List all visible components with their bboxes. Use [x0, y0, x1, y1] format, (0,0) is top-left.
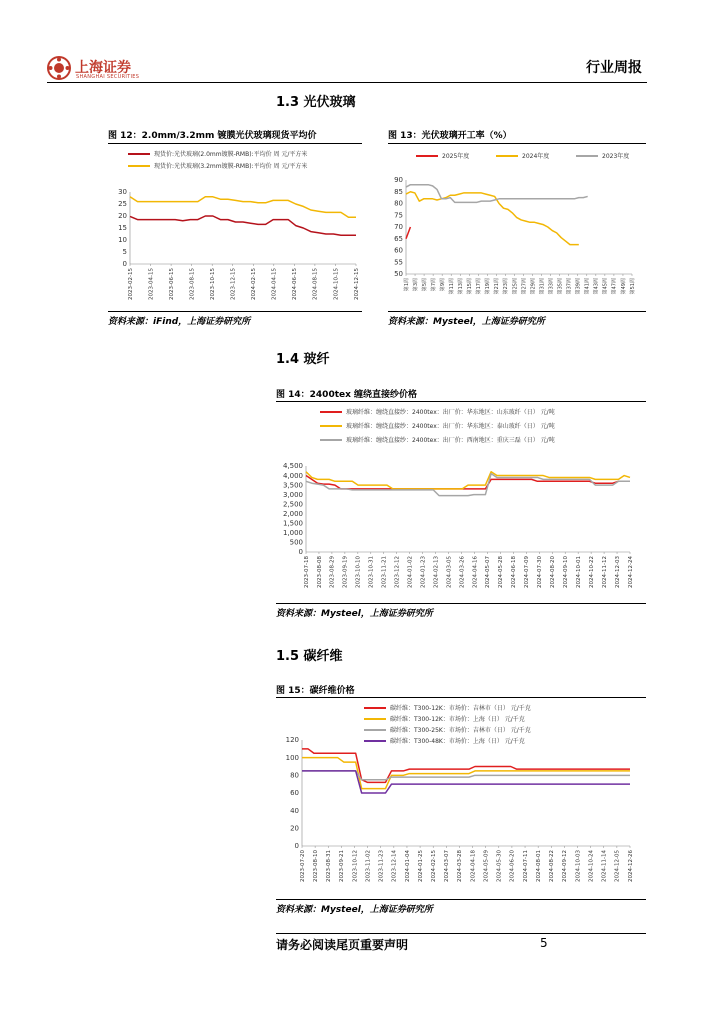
x-tick-label: 2024-05-09 [483, 850, 490, 882]
legend-label: 碳纤维：T300-12K：市场价：上海（日） 元/千克 [390, 716, 525, 723]
x-tick-label: 2024-02-15 [431, 850, 437, 882]
report-type: 行业周报 [586, 60, 642, 76]
x-tick-label: 第41周 [584, 278, 591, 295]
y-tick-label: 3,500 [282, 481, 303, 490]
x-tick-label: 2023-08-15 [189, 268, 196, 300]
x-tick-label: 第27周 [521, 278, 528, 295]
x-tick-label: 第33周 [548, 278, 555, 295]
legend-label: 现货价:光伏玻璃(2.0mm镀膜-RMB):平均价 周 元/平方米 [154, 151, 308, 158]
fig12-chart [108, 146, 362, 308]
section-title-1-5: 1.5 碳纤维 [276, 649, 343, 664]
x-tick-label: 2023-11-23 [378, 850, 385, 882]
fig12-title: 图 12：2.0mm/3.2mm 镀膜光伏玻璃现货平均价 [108, 131, 317, 141]
y-tick-label: 25 [118, 200, 127, 209]
fig15-chart [276, 700, 646, 896]
legend-label: 碳纤维：T300-48K：市场价：上海（日） 元/千克 [390, 738, 525, 745]
x-tick-label: 2024-12-03 [614, 556, 621, 588]
x-tick-label: 第9周 [439, 278, 446, 292]
fig13-title: 图 13：光伏玻璃开工率（%） [388, 131, 512, 141]
section-title-1-4: 1.4 玻纤 [276, 352, 330, 367]
fig14-svg [276, 404, 646, 600]
fig15-svg [276, 700, 646, 896]
x-tick-label: 第43周 [593, 278, 600, 295]
y-tick-label: 0 [298, 548, 303, 557]
x-tick-label: 2023-10-15 [209, 268, 216, 300]
fig13-bottom-rule [388, 311, 646, 312]
y-tick-label: 55 [394, 258, 403, 267]
x-tick-label: 2023-12-14 [391, 850, 398, 882]
y-tick-label: 120 [285, 736, 299, 745]
x-tick-label: 第31周 [539, 278, 546, 295]
x-tick-label: 2024-11-14 [601, 850, 608, 882]
y-tick-label: 100 [285, 753, 299, 762]
x-tick-label: 2023-11-21 [381, 556, 388, 588]
y-tick-label: 4,000 [282, 471, 303, 480]
y-tick-label: 80 [290, 771, 299, 780]
series-line-1 [130, 197, 356, 217]
y-tick-label: 20 [290, 824, 299, 833]
x-tick-label: 第29周 [530, 278, 537, 295]
x-tick-label: 2024-04-16 [472, 556, 479, 588]
x-tick-label: 2023-09-19 [342, 556, 349, 588]
x-tick-label: 2024-04-18 [470, 850, 477, 882]
x-tick-label: 2024-07-11 [522, 850, 529, 882]
y-tick-label: 2,000 [282, 509, 303, 518]
legend-label: 玻璃纤维：缠绕直接纱：2400tex：出厂价：华东地区：泰山玻纤（日） 元/吨 [346, 423, 555, 430]
y-tick-label: 15 [118, 224, 127, 233]
y-tick-label: 30 [118, 188, 127, 197]
x-tick-label: 2023-07-20 [299, 850, 306, 882]
y-tick-label: 80 [394, 199, 403, 208]
x-tick-label: 第5周 [421, 278, 428, 292]
y-tick-label: 20 [118, 212, 127, 221]
fig15-bottom-rule [276, 899, 646, 900]
y-tick-label: 5 [122, 248, 127, 257]
y-tick-label: 50 [394, 270, 403, 279]
fig13-chart [388, 146, 646, 308]
x-tick-label: 2024-03-26 [459, 556, 466, 588]
x-tick-label: 2024-01-25 [417, 850, 424, 882]
fig14-bottom-rule [276, 603, 646, 604]
series-line-1 [406, 192, 579, 245]
legend-label: 碳纤维：T300-12K：市场价：吉林市（日） 元/千克 [390, 705, 531, 712]
y-tick-label: 2,500 [282, 500, 303, 509]
x-tick-label: 第21周 [494, 278, 501, 295]
legend-label: 玻璃纤维：缠绕直接纱：2400tex：出厂价：华东地区：山东玻纤（日） 元/吨 [346, 409, 555, 416]
x-tick-label: 2024-12-05 [614, 850, 621, 882]
x-tick-label: 2024-06-15 [292, 268, 299, 300]
x-tick-label: 2023-12-12 [394, 556, 401, 588]
section-title-1-3: 1.3 光伏玻璃 [276, 95, 356, 110]
x-tick-label: 2024-07-09 [524, 556, 531, 588]
y-tick-label: 500 [289, 538, 303, 547]
x-tick-label: 2024-08-01 [535, 850, 542, 882]
x-tick-label: 第11周 [449, 278, 455, 295]
y-tick-label: 60 [394, 246, 403, 255]
x-tick-label: 2024-12-26 [627, 850, 634, 882]
fig14-title: 图 14：2400tex 缠绕直接纱价格 [276, 390, 418, 400]
x-tick-label: 2024-03-07 [444, 850, 451, 882]
x-tick-label: 2024-08-22 [549, 850, 556, 882]
x-tick-label: 2023-08-31 [326, 850, 333, 882]
x-tick-label: 第51周 [629, 278, 636, 295]
company-logo [47, 56, 71, 80]
x-tick-label: 第1周 [403, 278, 410, 292]
x-tick-label: 第25周 [512, 278, 519, 295]
x-tick-label: 2024-01-04 [404, 850, 411, 882]
y-tick-label: 10 [118, 236, 127, 245]
fig15-top-rule [276, 697, 646, 698]
x-tick-label: 2024-12-24 [627, 556, 634, 588]
x-tick-label: 2023-10-12 [352, 850, 359, 882]
y-tick-label: 4,500 [282, 462, 303, 471]
legend-label: 碳纤维：T300-25K：市场价：吉林市（日） 元/千克 [390, 727, 531, 734]
x-tick-label: 2024-05-07 [485, 556, 492, 588]
x-tick-label: 2024-09-10 [563, 556, 569, 588]
x-tick-label: 2024-02-13 [433, 556, 440, 588]
fig13-top-rule [388, 143, 646, 144]
x-tick-label: 2024-10-03 [575, 850, 582, 882]
x-tick-label: 2024-09-12 [562, 850, 569, 882]
fig14-source: 资料来源：Mysteel，上海证券研究所 [276, 609, 433, 619]
x-tick-label: 2024-03-28 [457, 850, 464, 882]
x-tick-label: 2024-10-24 [588, 850, 595, 882]
x-tick-label: 2024-05-28 [498, 556, 505, 588]
y-tick-label: 90 [394, 176, 403, 185]
series-line-0 [406, 227, 410, 239]
fig12-top-rule [108, 143, 362, 144]
x-tick-label: 2024-07-30 [537, 556, 544, 588]
page-number: 5 [540, 936, 548, 950]
x-tick-label: 第19周 [485, 278, 492, 295]
legend-label: 2025年度 [442, 153, 470, 160]
x-tick-label: 2024-10-15 [333, 268, 340, 300]
y-tick-label: 0 [122, 260, 127, 269]
x-tick-label: 2024-10-01 [575, 556, 582, 588]
y-tick-label: 85 [394, 187, 403, 196]
x-tick-label: 2024-06-20 [509, 850, 516, 882]
legend-label: 现货价:光伏玻璃(3.2mm镀膜-RMB):平均价 周 元/平方米 [154, 163, 308, 170]
x-tick-label: 2023-08-08 [316, 556, 323, 588]
y-tick-label: 40 [290, 806, 299, 815]
x-tick-label: 第7周 [430, 278, 437, 292]
y-tick-label: 75 [394, 211, 403, 220]
fig12-svg [108, 146, 362, 308]
y-tick-label: 0 [294, 842, 299, 851]
footer-rule [276, 933, 646, 934]
x-tick-label: 2023-12-15 [230, 268, 237, 300]
x-tick-label: 2024-03-05 [446, 556, 453, 588]
y-tick-label: 1,000 [282, 529, 303, 538]
fig12-bottom-rule [108, 311, 362, 312]
x-tick-label: 第37周 [566, 278, 573, 295]
x-tick-label: 第47周 [611, 278, 618, 295]
y-tick-label: 60 [290, 789, 299, 798]
legend-label: 玻璃纤维：缠绕直接纱：2400tex：出厂价：西南地区：重庆三磊（日） 元/吨 [346, 437, 555, 444]
x-tick-label: 第17周 [476, 278, 483, 295]
fig15-title: 图 15：碳纤维价格 [276, 686, 355, 696]
fig13-source: 资料来源：Mysteel，上海证券研究所 [388, 317, 545, 327]
x-tick-label: 2023-06-15 [168, 268, 175, 300]
x-tick-label: 2024-12-15 [353, 268, 360, 300]
x-tick-label: 2024-01-02 [407, 556, 414, 588]
x-tick-label: 2024-05-30 [496, 850, 503, 882]
fig14-top-rule [276, 401, 646, 402]
x-tick-label: 2024-06-18 [511, 556, 518, 588]
x-tick-label: 第15周 [467, 278, 474, 295]
legend-label: 2024年度 [522, 153, 550, 160]
x-tick-label: 2023-09-21 [339, 850, 346, 882]
series-line-1 [306, 472, 630, 489]
x-tick-label: 第3周 [412, 278, 419, 292]
fig13-svg [388, 146, 646, 308]
x-tick-label: 2024-04-15 [271, 268, 278, 300]
x-tick-label: 第45周 [602, 278, 609, 295]
y-tick-label: 3,000 [282, 490, 303, 499]
series-line-2 [302, 771, 630, 780]
x-tick-label: 2023-04-15 [148, 268, 155, 300]
x-tick-label: 2023-08-29 [329, 556, 336, 588]
x-tick-label: 第39周 [575, 278, 582, 295]
x-tick-label: 2023-08-10 [312, 850, 319, 882]
x-tick-label: 2024-08-20 [550, 556, 557, 588]
x-tick-label: 2024-01-23 [420, 556, 427, 588]
y-tick-label: 65 [394, 234, 403, 243]
legend-label: 2023年度 [602, 153, 630, 160]
x-tick-label: 第49周 [620, 278, 627, 295]
fig12-source: 资料来源：iFind，上海证券研究所 [108, 317, 251, 327]
fig15-source: 资料来源：Mysteel，上海证券研究所 [276, 905, 433, 915]
x-tick-label: 2024-11-12 [601, 556, 608, 588]
x-tick-label: 第23周 [503, 278, 510, 295]
x-tick-label: 2023-10-10 [355, 556, 362, 588]
logo-icon [47, 56, 71, 80]
company-name-en: SHANGHAI SECURITIES [76, 74, 140, 80]
company-name-cn: 上海证券 [75, 60, 131, 76]
x-tick-label: 2023-11-02 [365, 850, 372, 882]
series-line-0 [130, 216, 356, 235]
x-tick-label: 第35周 [557, 278, 564, 295]
x-tick-label: 2023-07-18 [303, 556, 310, 588]
x-tick-label: 2024-08-15 [312, 268, 319, 300]
x-tick-label: 2024-02-15 [251, 268, 258, 300]
x-tick-label: 2024-10-22 [588, 556, 595, 588]
x-tick-label: 2023-02-15 [127, 268, 134, 300]
footer-disclaimer: 请务必阅读尾页重要声明 [276, 938, 409, 952]
x-tick-label: 第13周 [458, 278, 465, 295]
y-tick-label: 70 [394, 223, 403, 232]
header-rule [47, 82, 647, 83]
y-tick-label: 1,500 [282, 519, 303, 528]
fig14-chart [276, 404, 646, 600]
x-tick-label: 2023-10-31 [368, 556, 375, 588]
